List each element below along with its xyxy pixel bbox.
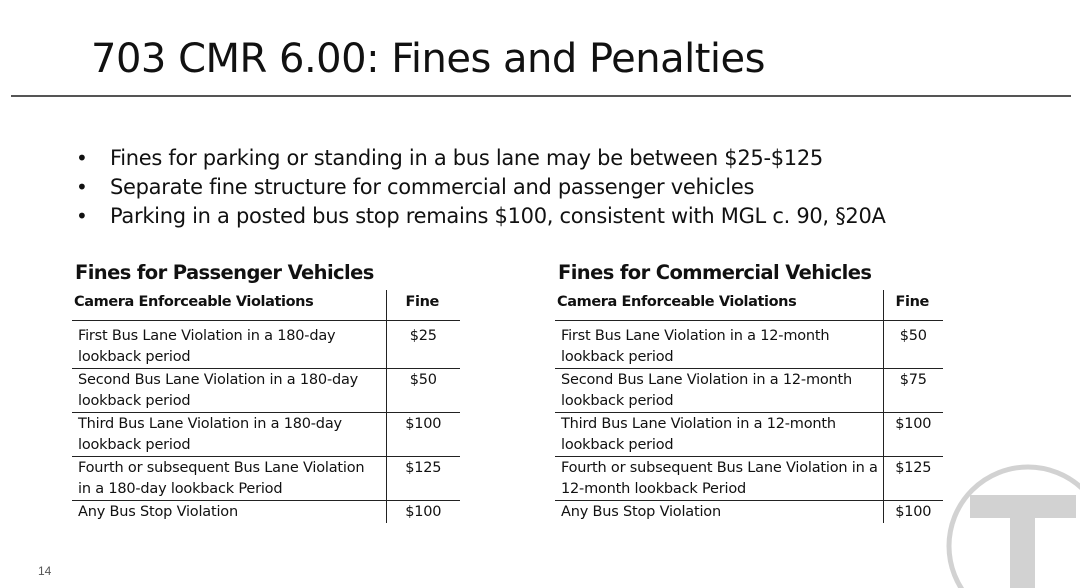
bullet-list [72,144,886,231]
violation-cell: First Bus Lane Violation in a 180-day lookback period [72,321,386,369]
fine-cell: $25 [386,321,460,369]
violation-cell: Third Bus Lane Violation in a 180-day lookback period [72,413,386,457]
mbta-t-logo-icon [944,462,1080,588]
violation-cell: Any Bus Stop Violation [78,504,238,520]
table-row [72,321,460,369]
fine-cell: $100 [386,413,460,457]
table-row [555,369,943,413]
bullet-dot-icon: • [76,204,88,228]
fine-cell: $125 [386,457,460,501]
page-number: 14 [38,564,52,578]
fine-cell: $100 [386,501,460,524]
commercial-fines-section [555,261,943,523]
table-header-row [555,290,943,321]
bullet-dot-icon: • [76,146,88,170]
fine-cell: $50 [386,369,460,413]
bullet-item [72,173,886,202]
title-divider [11,95,1071,97]
commercial-fines-table [555,290,943,523]
table-row [555,501,943,524]
commercial-fines-heading: Fines for Commercial Vehicles [558,261,872,284]
violation-cell: First Bus Lane Violation in a 12-month lookback period [555,321,883,369]
bullet-item [72,202,886,231]
fine-cell: $75 [883,369,943,413]
table-row [72,413,460,457]
fine-cell: $100 [883,413,943,457]
violation-cell: Third Bus Lane Violation in a 12-month lookback period [555,413,883,457]
passenger-fines-table [72,290,460,523]
violation-cell: Second Bus Lane Violation in a 12-month lookback period [555,369,883,413]
bullet-text: Separate fine structure for commercial and passenger vehicles [110,175,755,199]
fine-cell: $50 [883,321,943,369]
fine-column-header: Fine [883,290,943,321]
table-row [555,413,943,457]
fine-cell: $125 [883,457,943,501]
passenger-fines-heading: Fines for Passenger Vehicles [75,261,374,284]
table-row [555,321,943,369]
violation-cell: Fourth or subsequent Bus Lane Violation in a 12-month lookback Period [555,457,883,501]
table-row [72,501,460,524]
fine-cell: $100 [883,501,943,524]
violation-column-header: Camera Enforceable Violations [72,290,386,321]
bullet-dot-icon: • [76,175,88,199]
violation-column-header: Camera Enforceable Violations [555,290,883,321]
violation-cell: Any Bus Stop Violation [561,504,721,520]
bullet-item [72,144,886,173]
violation-cell: Fourth or subsequent Bus Lane Violation in a 180-day lookback Period [72,457,386,501]
table-row [72,369,460,413]
bullet-text: Parking in a posted bus stop remains $100, consistent with MGL c. 90, §20A [110,204,886,228]
table-row [555,457,943,501]
table-header-row [72,290,460,321]
table-row [72,457,460,501]
fine-column-header: Fine [386,290,460,321]
violation-cell: Second Bus Lane Violation in a 180-day lookback period [72,369,386,413]
passenger-fines-section [72,261,460,523]
bullet-text: Fines for parking or standing in a bus lane may be between $25-$125 [110,146,823,170]
slide-title: 703 CMR 6.00: Fines and Penalties [91,36,765,82]
